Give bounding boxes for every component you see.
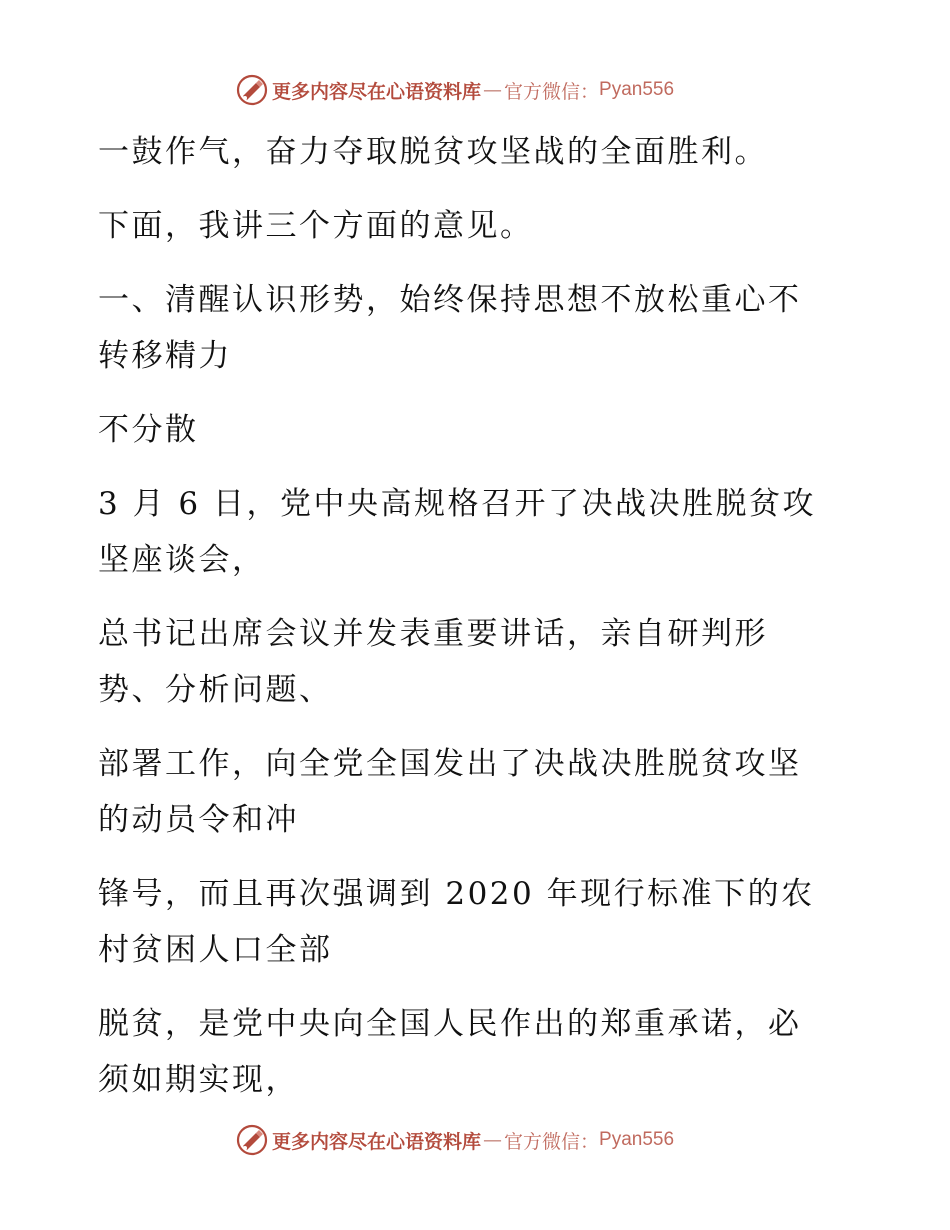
paragraph	[98, 402, 858, 458]
text-line: 转移精力	[98, 338, 232, 374]
paragraph	[98, 606, 858, 718]
text-line: 须如期实现，	[98, 1062, 299, 1098]
text-line: 坚座谈会，	[98, 542, 266, 578]
paragraph	[98, 476, 858, 588]
paragraph	[98, 124, 858, 180]
watermark-footer	[236, 1122, 674, 1158]
watermark-wechat-id: Pyan556	[599, 1129, 675, 1150]
document-body	[98, 124, 858, 1126]
text-line: 部署工作，向全党全国发出了决战决胜脱贫攻坚	[98, 746, 802, 782]
paragraph	[98, 996, 858, 1108]
paragraph	[98, 198, 858, 254]
paragraph	[98, 866, 858, 978]
pen-logo-icon	[236, 1124, 268, 1156]
text-line: 一鼓作气，奋力夺取脱贫攻坚战的全面胜利。	[98, 134, 768, 170]
watermark-header	[236, 72, 674, 108]
pen-logo-icon	[236, 74, 268, 106]
watermark-label: 官方微信：	[504, 80, 600, 103]
text-line: 的动员令和冲	[98, 802, 299, 838]
text-line: 不分散	[98, 412, 199, 448]
text-line: 总书记出席会议并发表重要讲话，亲自研判形	[98, 616, 768, 652]
watermark-brand: 更多内容尽在心语资料库	[272, 80, 482, 103]
text-line: 村贫困人口全部	[98, 932, 333, 968]
text-line: 下面，我讲三个方面的意见。	[98, 208, 534, 244]
watermark-separator: —	[483, 79, 503, 101]
watermark-separator: —	[483, 1129, 503, 1151]
paragraph	[98, 272, 858, 384]
watermark-brand: 更多内容尽在心语资料库	[272, 1130, 482, 1153]
text-line: 脱贫，是党中央向全国人民作出的郑重承诺，必	[98, 1006, 802, 1042]
text-line: 3 月 6 日，党中央高规格召开了决战决胜脱贫攻	[98, 486, 817, 522]
text-line: 一、清醒认识形势，始终保持思想不放松重心不	[98, 282, 802, 318]
text-line: 锋号，而且再次强调到 2020 年现行标准下的农	[98, 876, 815, 912]
watermark-wechat-id: Pyan556	[599, 79, 675, 100]
watermark-label: 官方微信：	[504, 1130, 600, 1153]
paragraph	[98, 736, 858, 848]
text-line: 势、分析问题、	[98, 672, 333, 708]
